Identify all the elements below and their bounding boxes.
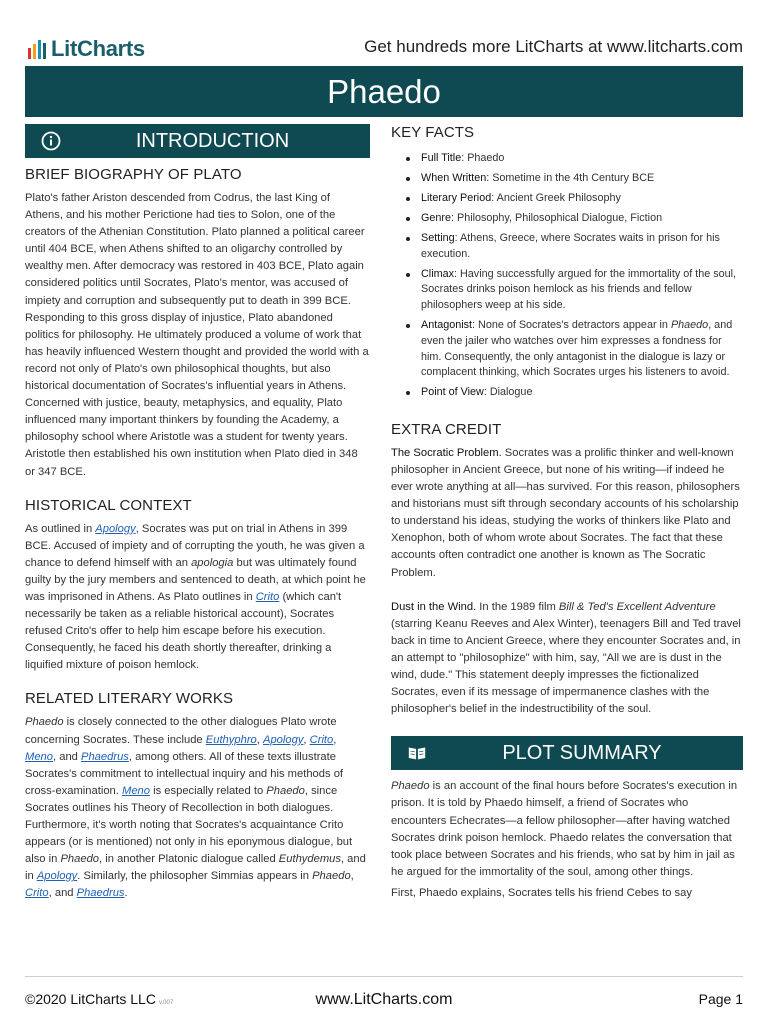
phaedrus-link[interactable]: Phaedrus bbox=[81, 750, 129, 763]
list-item: Setting: Athens, Greece, where Socrates waits in prison for his execution. bbox=[403, 231, 743, 262]
key-facts-list bbox=[403, 151, 743, 401]
apology-link[interactable]: Apology bbox=[262, 733, 304, 746]
extra-credit-socratic-problem: The Socratic Problem. Socrates was a prolific thinker and well-known philosopher in Ancient Greece, but none of his writing—if indeed he ever wrote anything at all—has survived. For this reason, philosophers and historians must sift through secondary accounts of his scholarship to understand his ideas, studying the works of thinkers like Plato and Xenophon, both of whom wrote about Socrates. The fact that these accounts often contradict one another is known as The Socratic Problem. bbox=[391, 446, 740, 579]
footer-divider bbox=[25, 976, 743, 977]
euthyphro-link[interactable]: Euthyphro bbox=[205, 733, 257, 746]
meno-link[interactable]: Meno bbox=[122, 784, 150, 797]
related-works-text: Phaedo is closely connected to the other dialogues Plato wrote concerning Socrates. These include Euthyphro, Apology, Crito, Meno, and Phaedrus, among others. All of these texts illustrate Socrates's commitment to intellectual inquiry and his methods of cross-examination. Meno is especially related to Phaedo, since Socrates outlines his Theory of Recollection in both dialogues. Furthermore, it's worth noting that Socrates's acquaintance Crito appears (or is mentioned) not only in his eponymous dialogue, but also in Phaedo, in another Platonic dialogue called Euthydemus, and in Apology. Similarly, the philosopher Simmias appears in Phaedo, Crito, and Phaedrus. bbox=[25, 716, 366, 900]
info-circle-icon bbox=[41, 131, 61, 151]
title-bar bbox=[25, 66, 743, 117]
apology-link[interactable]: Apology bbox=[95, 522, 136, 535]
left-column bbox=[25, 124, 370, 902]
biography-text: Plato's father Ariston descended from Codrus, the last King of Athens, and his mother Perictione had ties to Solon, one of the creators of the Athenian Constitution. Plato planned a political career until 404 BCE, when Athens shifted to an oligarchy controlled by wealthy men. After democracy was restored in 403 BCE, Plato again considered politics until Socrates, Plato's mentor, was accused of impiety and corruption and subsequently put to death in 399 BCE. Responding to this gross display of injustice, Plato abandoned politics for philosophy. He ultimately produced a volume of work that has heavily influenced Western thought and provided the world with a record not only of Plato's own philosophical thoughts, but also historical documentation of Socrates's influential years in Athens. Concerned with justice, beauty, metaphysics, and equality, Plato influenced many important thinkers by founding the Academy, a philosophy school where Aristotle was a student for twenty years. Aristotle then established his own institution when Plato died in 348 or 347 BCE. bbox=[25, 192, 369, 478]
list-item: Genre: Philosophy, Philosophical Dialogue, Fiction bbox=[403, 211, 743, 227]
promo-text: Get hundreds more LitCharts at www.litcharts.com bbox=[364, 37, 743, 56]
introduction-header bbox=[25, 124, 370, 158]
page-title: Phaedo bbox=[327, 73, 441, 110]
key-facts-title: KEY FACTS bbox=[391, 124, 475, 141]
historical-context-title: HISTORICAL CONTEXT bbox=[25, 496, 192, 514]
list-item: Literary Period: Ancient Greek Philosophy bbox=[403, 191, 743, 207]
plot-summary-header bbox=[391, 736, 743, 770]
biography-title: BRIEF BIOGRAPHY OF PLATO bbox=[25, 166, 242, 183]
plot-summary-text-continued: First, Phaedo explains, Socrates tells his friend Cebes to say bbox=[391, 886, 692, 899]
copyright: ©2020 LitCharts LLC v.007 bbox=[25, 991, 174, 1007]
list-item: Climax: Having successfully argued for the immortality of the soul, Socrates drinks poison hemlock as his friends and fellow philosophers weep at his side. bbox=[403, 267, 743, 314]
list-item: Antagonist: None of Socrates's detractors appear in Phaedo, and even the jailer who watches over him expresses a fondness for him. Consequently, the only antagonist in the dialogue is lazy or complacent thinking, which Socrates urges his listeners to avoid. bbox=[403, 318, 743, 381]
litcharts-logo[interactable] bbox=[28, 36, 145, 62]
plot-summary-text: Phaedo is an account of the final hours before Socrates's execution in prison. It is told by Phaedo himself, a friend of Socrates who encounters Echecrates—a fellow philosopher—after having watched Socrates drink poison hemlock. Phaedo relates the conversation that took place between Socrates and his friends, who sat by him in jail as he argued for the immortality of the soul, among other things. bbox=[391, 780, 738, 878]
extra-credit-dust-in-the-wind: Dust in the Wind. In the 1989 film Bill & Ted's Excellent Adventure (starring Keanu Reeves and Alex Winter), teenagers Bill and Ted travel back in time to Ancient Greece, where they encounter Socrates and, in an attempt to "philosophize" with him, say, "All we are is dust in the wind, dude." This statement deeply impresses the fictionalized Socrates, even if its message of impermanence clashes with the philosopher's belief in the indestructibility of the soul. bbox=[391, 600, 741, 716]
page-number: Page 1 bbox=[698, 991, 743, 1007]
related-works-title: RELATED LITERARY WORKS bbox=[25, 690, 234, 708]
crito-link[interactable]: Crito bbox=[255, 590, 280, 603]
open-book-icon bbox=[407, 743, 427, 763]
logo-text: LitCharts bbox=[51, 36, 145, 61]
crito-link[interactable]: Crito bbox=[25, 887, 49, 900]
version-label: v.007 bbox=[158, 1000, 174, 1006]
logo-bars-icon bbox=[28, 39, 46, 59]
meno-link[interactable]: Meno bbox=[25, 750, 53, 763]
apology-link[interactable]: Apology bbox=[36, 870, 78, 883]
extra-credit-title: EXTRA CREDIT bbox=[391, 420, 502, 438]
list-item: Point of View: Dialogue bbox=[403, 385, 743, 401]
page-header bbox=[25, 36, 743, 62]
right-column bbox=[391, 124, 743, 902]
phaedrus-link[interactable]: Phaedrus bbox=[76, 887, 125, 900]
footer-site-link[interactable]: www.LitCharts.com bbox=[315, 991, 453, 1008]
list-item: Full Title: Phaedo bbox=[403, 151, 743, 167]
crito-link[interactable]: Crito bbox=[309, 733, 334, 746]
list-item: When Written: Sometime in the 4th Century BCE bbox=[403, 171, 743, 187]
page-footer bbox=[25, 991, 743, 1013]
historical-context-text: As outlined in Apology, Socrates was put on trial in Athens in 399 BCE. Accused of impiety and of corrupting the youth, he was given a chance to defend himself with an apologia but was ultimately found guilty by the jury members and sentenced to death, at which point he was imprisoned in Athens. As Plato outlines in Crito (which can't necessarily be taken as a reliable historical account), Socrates refused Crito's offer to help him escape before his execution. Consequently, he faced his death shortly thereafter, drinking a liquified mixture of poison hemlock. bbox=[25, 522, 366, 672]
plot-summary-title: PLOT SUMMARY bbox=[502, 741, 662, 764]
introduction-title: INTRODUCTION bbox=[135, 129, 290, 152]
